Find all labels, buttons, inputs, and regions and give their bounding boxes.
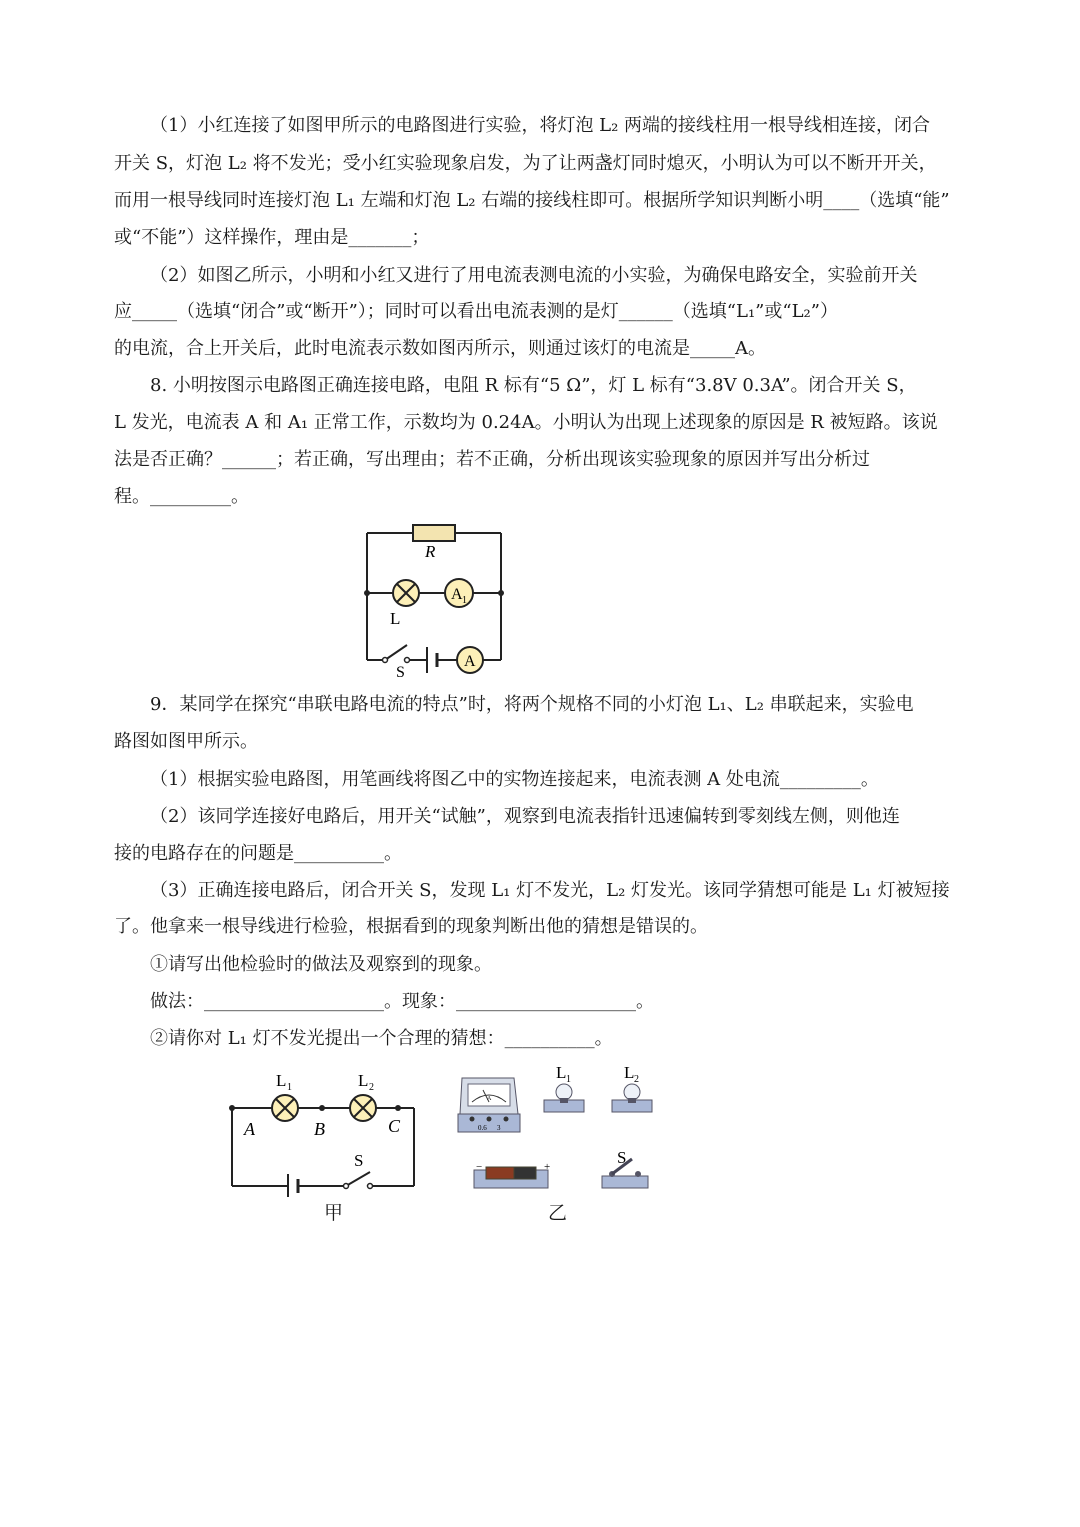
lamp-l [393,580,419,606]
resistor-r [413,525,455,541]
switch-label: S [354,1151,364,1170]
q8-line4: 程。_________。 [114,486,249,507]
lamp-l1-device [544,1084,584,1112]
q7-p1-line4: 或“不能”）这样操作，理由是_______； [114,227,430,248]
battery-minus-label: − [476,1161,483,1173]
node-b [319,1105,325,1111]
figure-jia-caption: 甲 [324,1202,344,1224]
node-a [229,1105,235,1111]
meter-unit-label: A [487,1096,492,1102]
lamp-l1 [272,1095,298,1121]
point-a-label: A [244,1119,255,1139]
lamp-l1-label: L [276,1071,287,1090]
switch-contact-left [344,1184,349,1189]
point-c-label: C [388,1116,401,1136]
q9-figure-jia [222,1062,422,1197]
q9-line1: 9．某同学在探究“串联电路电流的特点”时，将两个规格不同的小灯泡 L₁、L₂ 串联起来，实验电 [150,694,914,715]
point-b-label: B [314,1119,325,1139]
q9-p2-line1: （2）该同学连接好电路后，用开关“试触”，观察到电流表指针迅速偏转到零刻线左侧，则他连 [150,806,900,827]
q9-p3-line2: 了。他拿来一根导线进行检验，根据看到的现象判断出他的猜想是错误的。 [114,916,708,937]
q9-sub1: ①请写出他检验时的做法及观察到的现象。 [150,954,492,975]
lamp-l2-device [612,1084,652,1112]
q8-line2: L 发光，电流表 A 和 A₁ 正常工作，示数均为 0.24A。小明认为出现上述现象的原因是 R 被短路。该说 [114,412,938,433]
q8-line1: 8. 小明按图示电路图正确连接电路，电阻 R 标有“5 Ω”，灯 L 标有“3.8V 0.3A”。闭合开关 S， [150,375,917,396]
node-c [395,1105,401,1111]
lamp-l1-subscript: 1 [287,1082,292,1093]
q7-p2-line2: 应_____（选填“闭合”或“断开”）；同时可以看出电流表测的是灯______（选填“L₁”或“L₂”） [114,301,838,322]
switch-device-label: S [617,1148,627,1167]
switch-label: S [396,664,405,680]
figure-yi-caption: 乙 [548,1202,568,1224]
lamp-l1-device-subscript: 1 [566,1074,571,1085]
battery-plus-label: + [544,1161,551,1173]
q7-p2-line3: 的电流，合上开关后，此时电流表示数如图丙所示，则通过该灯的电流是_____A。 [114,338,766,359]
lamp-l2-subscript: 2 [369,1082,374,1093]
q8-circuit-diagram [355,515,520,680]
ammeter-a1-label: A [451,586,463,603]
node-right [498,590,504,596]
q9-line2: 路图如图甲所示。 [114,731,258,752]
ammeter-a-label: A [464,653,476,670]
node-left [364,590,370,596]
q9-sub2: ②请你对 L₁ 灯不发光提出一个合理的猜想：__________。 [150,1028,613,1049]
battery [288,1174,298,1197]
q9-figure-yi [452,1062,662,1197]
meter-scale-0-6: 0.6 [478,1124,487,1132]
q7-p1-line1: （1）小红连接了如图甲所示的电路图进行实验，将灯泡 L₂ 两端的接线柱用一根导线相连接，闭合 [150,115,931,136]
switch-contact-right [368,1184,373,1189]
q9-p2-line2: 接的电路存在的问题是__________。 [114,843,402,864]
ammeter-device [458,1078,520,1132]
switch-contact-right [405,658,410,663]
battery-holder [474,1167,548,1188]
lamp-l1-device-label: L [556,1063,567,1082]
lamp-label: L [390,609,401,628]
switch-contact-left [383,658,388,663]
q7-p1-line3: 而用一根导线同时连接灯泡 L₁ 左端和灯泡 L₂ 右端的接线柱即可。根据所学知识判断小明____（选填“能” [114,190,950,211]
battery [427,647,437,673]
q7-p2-line1: （2）如图乙所示，小明和小红又进行了用电流表测电流的小实验，为确保电路安全，实验前开关 [150,265,918,286]
ammeter-a1-subscript: 1 [462,595,467,606]
q7-p1-line2: 开关 S，灯泡 L₂ 将不发光；受小红实验现象启发，为了让两盏灯同时熄灭，小明认为可以不断开开关， [114,153,937,174]
q9-p1: （1）根据实验电路图，用笔画线将图乙中的实物连接起来，电流表测 A 处电流_________。 [150,769,879,790]
q9-p3-line1: （3）正确连接电路后，闭合开关 S，发现 L₁ 灯不发光，L₂ 灯发光。该同学猜想可能是 L₁ 灯被短接 [150,880,950,901]
lamp-l2-device-subscript: 2 [634,1074,639,1085]
lamp-l2-label: L [358,1071,369,1090]
lamp-l2 [350,1095,376,1121]
q8-line3: 法是否正确？______；若正确，写出理由；若不正确，分析出现该实验现象的原因并写出分析过 [114,449,870,470]
meter-scale-3: 3 [497,1124,501,1132]
q9-sub1-answer: 做法：____________________。现象：____________________。 [150,991,654,1012]
resistor-label: R [425,542,436,561]
lamp-l2-device-label: L [624,1063,635,1082]
